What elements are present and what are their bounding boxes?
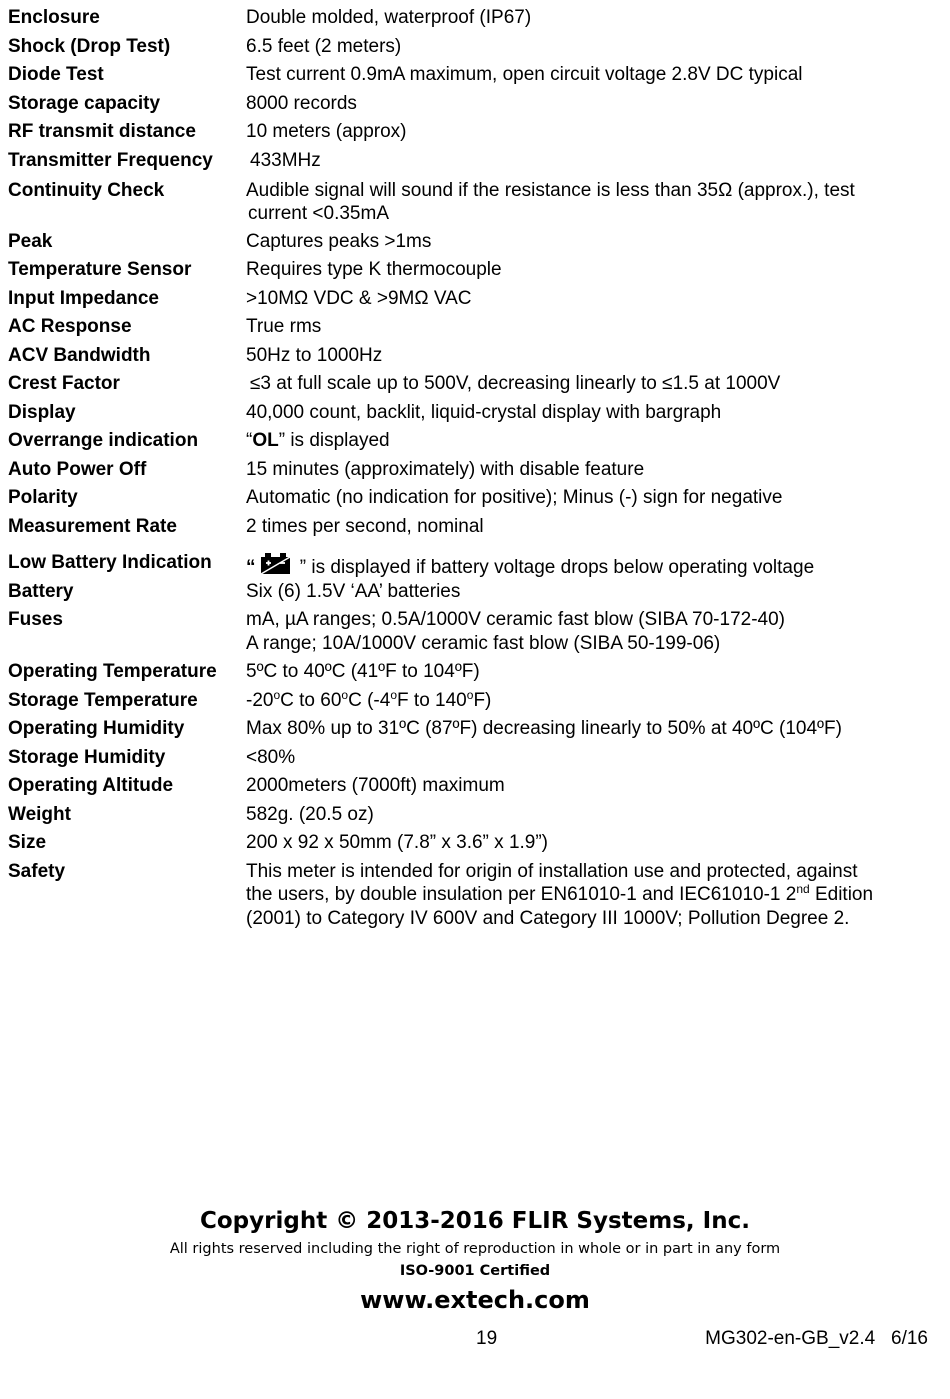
page-number: 19 xyxy=(476,1328,498,1349)
spec-label: Measurement Rate xyxy=(8,515,177,537)
spec-label: Input Impedance xyxy=(8,287,159,309)
spec-label: Diode Test xyxy=(8,64,104,85)
iso-certification: ISO-9001 Certified xyxy=(399,1263,551,1279)
battery-icon xyxy=(259,551,292,582)
spec-label: Battery xyxy=(8,580,74,602)
spec-value-line: A range; 10A/1000V ceramic fast blow (SIBA 50-199-06) xyxy=(246,632,721,654)
spec-value-line xyxy=(246,883,938,907)
spec-value-text: Edition xyxy=(809,884,874,905)
spec-value: 10 meters (approx) xyxy=(246,121,407,142)
spec-label: AC Response xyxy=(8,316,132,337)
copyright-notice: Copyright © 2013-2016 FLIR Systems, Inc. xyxy=(200,1208,750,1234)
spec-value-line: Audible signal will sound if the resistance is less than 35Ω (approx.), test xyxy=(246,179,855,201)
spec-value-text: -20 xyxy=(246,689,274,711)
spec-value-line: mA, µA ranges; 0.5A/1000V ceramic fast blow (SIBA 70-172-40) xyxy=(246,609,785,630)
spec-row-storage-capacity xyxy=(8,92,938,121)
spec-row-temperature-sensor xyxy=(8,258,938,287)
spec-label: Transmitter Frequency xyxy=(8,149,213,171)
spec-value: 2000meters (7000ft) maximum xyxy=(246,775,505,796)
spec-row-weight xyxy=(8,803,938,832)
spec-row-transmitter-frequency xyxy=(8,149,938,179)
spec-value: 6.5 feet (2 meters) xyxy=(246,35,402,57)
quote-open: “ xyxy=(246,556,256,578)
spec-value: >10MΩ VDC & >9MΩ VAC xyxy=(246,287,472,309)
spec-value-text: F to 140 xyxy=(397,689,467,711)
spec-value: 15 minutes (approximately) with disable feature xyxy=(246,458,645,480)
spec-label: Peak xyxy=(8,230,53,252)
spec-label: Safety xyxy=(8,860,66,882)
spec-value-text: C to 60 xyxy=(280,689,342,711)
spec-value-line: current <0.35mA xyxy=(248,203,389,224)
spec-value: 2 times per second, nominal xyxy=(246,515,484,537)
spec-value: Requires type K thermocouple xyxy=(246,259,502,280)
spec-row-operating-temperature xyxy=(8,660,938,689)
spec-label: ACV Bandwidth xyxy=(8,344,151,366)
document-version: MG302-en-GB_v2.4 6/16 xyxy=(705,1328,928,1349)
spec-label: Storage Temperature xyxy=(8,689,198,711)
spec-label: Enclosure xyxy=(8,7,100,28)
spec-label: Continuity Check xyxy=(8,179,165,201)
spec-row-fuses xyxy=(8,608,938,660)
spec-value: 8000 records xyxy=(246,92,357,114)
spec-value: Test current 0.9mA maximum, open circuit voltage 2.8V DC typical xyxy=(246,64,803,85)
spec-row-polarity xyxy=(8,486,938,515)
spec-value xyxy=(246,429,938,458)
spec-label: Operating Altitude xyxy=(8,775,174,796)
spec-label: RF transmit distance xyxy=(8,121,196,142)
spec-value: 50Hz to 1000Hz xyxy=(246,344,383,366)
rights-statement: All rights reserved including the right of reproduction in whole or in part in any form xyxy=(169,1241,781,1257)
spec-row-rf-distance xyxy=(8,120,938,149)
spec-label: Shock (Drop Test) xyxy=(8,35,171,57)
spec-label: Polarity xyxy=(8,487,78,508)
degree-superscript: o xyxy=(273,687,281,702)
spec-value-text: F) xyxy=(473,689,492,711)
spec-value: 200 x 92 x 50mm (7.8” x 3.6” x 1.9”) xyxy=(246,832,549,853)
spec-row-size xyxy=(8,831,938,860)
spec-value xyxy=(246,551,938,580)
spec-value-line: This meter is intended for origin of installation use and protected, against xyxy=(246,860,858,882)
spec-row-auto-power-off xyxy=(8,458,938,487)
spec-value-text: C (-4 xyxy=(348,689,391,711)
spec-row-measurement-rate xyxy=(8,515,938,551)
spec-label: Fuses xyxy=(8,609,63,630)
spec-value: Max 80% up to 31ºC (87ºF) decreasing linearly to 50% at 40ºC (104ºF) xyxy=(246,718,842,739)
spec-value xyxy=(246,608,938,660)
spec-row-battery xyxy=(8,580,938,609)
spec-label: Size xyxy=(8,832,47,853)
website-url: www.extech.com xyxy=(360,1286,590,1314)
spec-value-text: ” is displayed xyxy=(278,430,390,451)
spec-row-low-battery-indication xyxy=(8,551,938,580)
spec-value: 433MHz xyxy=(250,149,321,171)
spec-value-line: (2001) to Category IV 600V and Category III 1000V; Pollution Degree 2. xyxy=(246,907,850,929)
spec-value: True rms xyxy=(246,316,322,337)
spec-value: Captures peaks >1ms xyxy=(246,230,432,252)
spec-value: <80% xyxy=(246,746,296,768)
spec-row-operating-altitude xyxy=(8,774,938,803)
spec-row-continuity-check xyxy=(8,179,938,230)
spec-row-overrange-indication xyxy=(8,429,938,458)
spec-value-text: the users, by double insulation per EN61010-1 and IEC61010-1 2 xyxy=(246,884,797,905)
spec-row-input-impedance xyxy=(8,287,938,316)
spec-value: 40,000 count, backlit, liquid-crystal display with bargraph xyxy=(246,401,722,423)
spec-value: 5ºC to 40ºC (41ºF to 104ºF) xyxy=(246,661,480,682)
spec-label: Overrange indication xyxy=(8,430,199,451)
spec-value xyxy=(246,860,938,932)
spec-label: Operating Humidity xyxy=(8,718,185,739)
spec-label: Temperature Sensor xyxy=(8,259,192,280)
spec-value: Six (6) 1.5V ‘AA’ batteries xyxy=(246,580,461,602)
spec-row-safety xyxy=(8,860,938,932)
spec-row-peak xyxy=(8,230,938,259)
spec-label: Low Battery Indication xyxy=(8,551,212,573)
degree-superscript: o xyxy=(341,687,349,702)
spec-value xyxy=(246,689,938,718)
spec-row-shock xyxy=(8,35,938,64)
spec-value: Double molded, waterproof (IP67) xyxy=(246,7,532,28)
spec-row-storage-temperature xyxy=(8,689,938,718)
spec-label: Crest Factor xyxy=(8,373,120,394)
spec-value: ≤3 at full scale up to 500V, decreasing linearly to ≤1.5 at 1000V xyxy=(250,373,781,394)
spec-row-display xyxy=(8,401,938,430)
spec-row-diode-test xyxy=(8,63,938,92)
spec-label: Display xyxy=(8,401,76,423)
spec-value-text: ” is displayed if battery voltage drops below operating voltage xyxy=(294,556,815,578)
specifications-table xyxy=(8,6,938,932)
spec-value: Automatic (no indication for positive); Minus (-) sign for negative xyxy=(246,487,783,508)
spec-label: Storage capacity xyxy=(8,92,161,114)
degree-superscript: o xyxy=(466,687,474,702)
spec-row-acv-bandwidth xyxy=(8,344,938,373)
spec-label: Auto Power Off xyxy=(8,458,147,480)
spec-row-ac-response xyxy=(8,315,938,344)
overrange-symbol: OL xyxy=(252,430,279,451)
spec-label: Operating Temperature xyxy=(8,661,217,682)
spec-label: Weight xyxy=(8,803,71,825)
spec-label: Storage Humidity xyxy=(8,746,166,768)
spec-row-operating-humidity xyxy=(8,717,938,746)
spec-row-storage-humidity xyxy=(8,746,938,775)
ordinal-superscript: nd xyxy=(796,882,810,896)
spec-value xyxy=(246,179,938,230)
spec-value: 582g. (20.5 oz) xyxy=(246,803,374,825)
spec-row-enclosure xyxy=(8,6,938,35)
degree-superscript: o xyxy=(390,687,398,702)
spec-row-crest-factor xyxy=(8,372,938,401)
quote-open: “ xyxy=(246,430,253,451)
